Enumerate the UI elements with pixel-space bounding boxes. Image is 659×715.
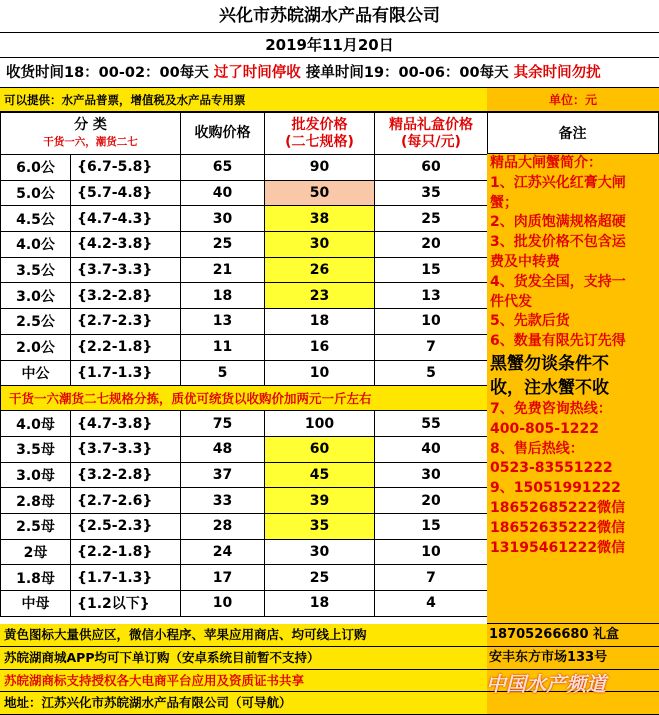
gift-header-label: 精品礼盒价格 <box>389 116 473 133</box>
wholesale-price-cell: 45 <box>265 462 375 488</box>
table-header-row <box>1 113 488 155</box>
weight-range-cell: {4.2-3.8} <box>71 232 181 258</box>
weight-range-cell: {3.2-2.8} <box>71 283 181 309</box>
size-grade-cell: 3.0公 <box>1 283 71 309</box>
size-grade-cell: 2.5母 <box>1 513 71 539</box>
gift-price-cell: 40 <box>375 436 488 462</box>
wholesale-price-cell: 25 <box>265 565 375 591</box>
wholesale-price-cell: 30 <box>265 539 375 565</box>
purchase-price-cell: 24 <box>181 539 265 565</box>
size-grade-cell: 2.5公 <box>1 309 71 335</box>
footer-line-4: 地址：江苏兴化市苏皖湖水产品有限公司（可导航） <box>0 692 487 715</box>
gift-price-cell: 13 <box>375 283 488 309</box>
wholesale-price-cell: 18 <box>265 309 375 335</box>
note-line: 3、批发价格不包含运 <box>490 234 626 251</box>
gift-price-cell: 7 <box>375 334 488 360</box>
purchase-price-cell: 28 <box>181 513 265 539</box>
company-title: 兴化市苏皖湖水产品有限公司 <box>0 0 659 33</box>
note-line: 件代发 <box>490 293 532 310</box>
footer-right-line-2: 安丰东方市场133号 <box>487 647 659 670</box>
unit-label: 单位：元 <box>487 88 659 112</box>
table-row <box>1 232 488 258</box>
footer-right-line-1: 18705266680 礼盒 <box>487 624 659 647</box>
wholesale-price-cell: 39 <box>265 488 375 514</box>
order-hours: 接单时间19：00-06：00每天 <box>305 65 509 81</box>
size-grade-cell: 2.0公 <box>1 334 71 360</box>
gift-price-cell: 20 <box>375 232 488 258</box>
weight-range-cell: {3.7-3.3} <box>71 257 181 283</box>
weight-range-cell: {2.5-2.3} <box>71 513 181 539</box>
contact-line: 400-805-1222 <box>490 420 600 437</box>
wholesale-price-cell: 38 <box>265 206 375 232</box>
size-grade-cell: 4.5公 <box>1 206 71 232</box>
table-row <box>1 334 488 360</box>
purchase-price-cell: 5 <box>181 360 265 386</box>
weight-range-cell: {1.7-1.3} <box>71 360 181 386</box>
weight-range-cell: {3.7-3.3} <box>71 436 181 462</box>
weight-range-cell: {4.7-4.3} <box>71 206 181 232</box>
weight-range-cell: {2.7-2.6} <box>71 488 181 514</box>
size-grade-cell: 4.0公 <box>1 232 71 258</box>
note-line: 费及中转费 <box>490 253 560 270</box>
footer-left <box>0 624 487 715</box>
purchase-price-cell: 21 <box>181 257 265 283</box>
size-grade-cell: 2.8母 <box>1 488 71 514</box>
table-row <box>1 513 488 539</box>
gift-price-cell: 15 <box>375 257 488 283</box>
category-header-label: 分 类 <box>74 116 107 133</box>
note-line: 5、先款后货 <box>490 313 570 330</box>
wholesale-header-label: 批发价格 <box>291 116 348 133</box>
size-grade-cell: 4.0母 <box>1 411 71 437</box>
size-grade-cell: 3.5公 <box>1 257 71 283</box>
gift-price-cell: 25 <box>375 206 488 232</box>
wholesale-header-sub: (二七规格) <box>285 133 354 150</box>
footer-line-1: 黄色图标大量供应区，微信小程序、苹果应用商店、均可线上订购 <box>0 624 487 647</box>
weight-range-cell: {2.2-1.8} <box>71 334 181 360</box>
footer-line-3: 苏皖湖商标支持授权各大电商平台应用及资质证书共享 <box>0 670 487 693</box>
receive-hours: 收货时间18：00-02：00每天 <box>6 65 209 81</box>
black-crab-notice: 收，注水蟹不收 <box>490 377 609 398</box>
grading-banner: 干货一六潮货二七规格分拣，质优可统货以收购价加两元一斤左右 <box>1 386 488 411</box>
size-grade-cell: 中公 <box>1 360 71 386</box>
gift-price-cell: 4 <box>375 591 488 617</box>
gift-price-cell: 15 <box>375 513 488 539</box>
table-row <box>1 206 488 232</box>
gift-price-cell: 10 <box>375 309 488 335</box>
table-row <box>1 360 488 386</box>
wholesale-price-cell: 100 <box>265 411 375 437</box>
table-row <box>1 180 488 206</box>
gift-header <box>375 113 488 155</box>
category-header-sub: 干货一六，潮货二七 <box>43 135 138 148</box>
purchase-price-cell: 30 <box>181 206 265 232</box>
contact-line: 8、售后热线： <box>490 440 584 457</box>
gift-price-cell: 35 <box>375 180 488 206</box>
contact-line: 7、免费咨询热线： <box>490 400 612 417</box>
wholesale-price-cell: 26 <box>265 257 375 283</box>
gift-price-cell: 60 <box>375 155 488 181</box>
wholesale-price-cell: 23 <box>265 283 375 309</box>
footer-line-2: 苏皖湖商城APP均可下单订购（安卓系统目前暂不支持） <box>0 647 487 670</box>
table-row <box>1 155 488 181</box>
size-grade-cell: 6.0公 <box>1 155 71 181</box>
contact-line: 18652635222微信 <box>490 519 626 536</box>
purchase-header: 收购价格 <box>181 113 265 155</box>
size-grade-cell: 3.5母 <box>1 436 71 462</box>
purchase-price-cell: 25 <box>181 232 265 258</box>
gift-header-sub: (每只/元) <box>401 133 461 150</box>
grading-banner-row <box>1 386 488 411</box>
price-date: 2019年11月20日 <box>0 33 659 58</box>
weight-range-cell: {3.2-2.8} <box>71 462 181 488</box>
table-row <box>1 309 488 335</box>
note-line: 精品大闸蟹简介： <box>490 155 602 171</box>
purchase-price-cell: 48 <box>181 436 265 462</box>
gift-price-cell: 7 <box>375 565 488 591</box>
wholesale-price-cell: 16 <box>265 334 375 360</box>
size-grade-cell: 3.0母 <box>1 462 71 488</box>
contact-line: 9、15051991222 <box>490 480 621 497</box>
size-grade-cell: 5.0公 <box>1 180 71 206</box>
weight-range-cell: {6.7-5.8} <box>71 155 181 181</box>
gift-price-cell: 30 <box>375 462 488 488</box>
gift-price-cell: 20 <box>375 488 488 514</box>
purchase-price-cell: 65 <box>181 155 265 181</box>
gift-price-cell: 10 <box>375 539 488 565</box>
notes-header: 备注 <box>487 112 659 154</box>
business-hours <box>0 58 659 88</box>
wholesale-price-cell: 90 <box>265 155 375 181</box>
note-line: 蟹； <box>490 194 518 211</box>
wholesale-price-cell: 18 <box>265 591 375 617</box>
wholesale-price-cell: 10 <box>265 360 375 386</box>
table-row <box>1 488 488 514</box>
table-row <box>1 565 488 591</box>
contact-line: 13195461222微信 <box>490 539 626 556</box>
weight-range-cell: {5.7-4.8} <box>71 180 181 206</box>
purchase-price-cell: 10 <box>181 591 265 617</box>
weight-range-cell: {1.7-1.3} <box>71 565 181 591</box>
wholesale-price-cell: 35 <box>265 513 375 539</box>
purchase-price-cell: 11 <box>181 334 265 360</box>
table-row <box>1 411 488 437</box>
watermark-logo: 中国水产频道 <box>486 672 606 696</box>
contact-line: 18652685222微信 <box>490 499 626 516</box>
purchase-price-cell: 13 <box>181 309 265 335</box>
size-grade-cell: 中母 <box>1 591 71 617</box>
weight-range-cell: {4.7-3.8} <box>71 411 181 437</box>
note-line: 2、肉质饱满规格超硬 <box>490 214 626 231</box>
weight-range-cell: {1.2以下} <box>71 591 181 617</box>
contact-line: 0523-83551222 <box>490 460 613 477</box>
notes-panel <box>487 154 659 624</box>
size-grade-cell: 2母 <box>1 539 71 565</box>
note-line: 1、江苏兴化红膏大闸 <box>490 174 626 191</box>
size-grade-cell: 1.8母 <box>1 565 71 591</box>
table-row <box>1 257 488 283</box>
table-row <box>1 462 488 488</box>
table-row <box>1 436 488 462</box>
receive-warning: 过了时间停收 <box>213 65 301 81</box>
purchase-price-cell: 75 <box>181 411 265 437</box>
purchase-price-cell: 17 <box>181 565 265 591</box>
purchase-price-cell: 33 <box>181 488 265 514</box>
invoice-offer: 可以提供：水产品普票，增值税及水产品专用票 <box>0 88 487 112</box>
wholesale-price-cell: 50 <box>265 180 375 206</box>
black-crab-notice: 黑蟹勿谈条件不 <box>490 353 609 374</box>
table-row <box>1 283 488 309</box>
wholesale-price-cell: 30 <box>265 232 375 258</box>
purchase-price-cell: 37 <box>181 462 265 488</box>
wholesale-price-cell: 60 <box>265 436 375 462</box>
weight-range-cell: {2.2-1.8} <box>71 539 181 565</box>
purchase-price-cell: 18 <box>181 283 265 309</box>
table-row <box>1 539 488 565</box>
note-line: 4、货发全国，支持一 <box>490 273 626 290</box>
gift-price-cell: 5 <box>375 360 488 386</box>
note-line: 6、数量有限先订先得 <box>490 333 626 350</box>
price-table <box>0 112 488 617</box>
weight-range-cell: {2.7-2.3} <box>71 309 181 335</box>
category-header <box>1 113 181 155</box>
gift-price-cell: 55 <box>375 411 488 437</box>
purchase-price-cell: 40 <box>181 180 265 206</box>
wholesale-header <box>265 113 375 155</box>
table-row <box>1 591 488 617</box>
order-warning: 其余时间勿扰 <box>513 65 601 81</box>
